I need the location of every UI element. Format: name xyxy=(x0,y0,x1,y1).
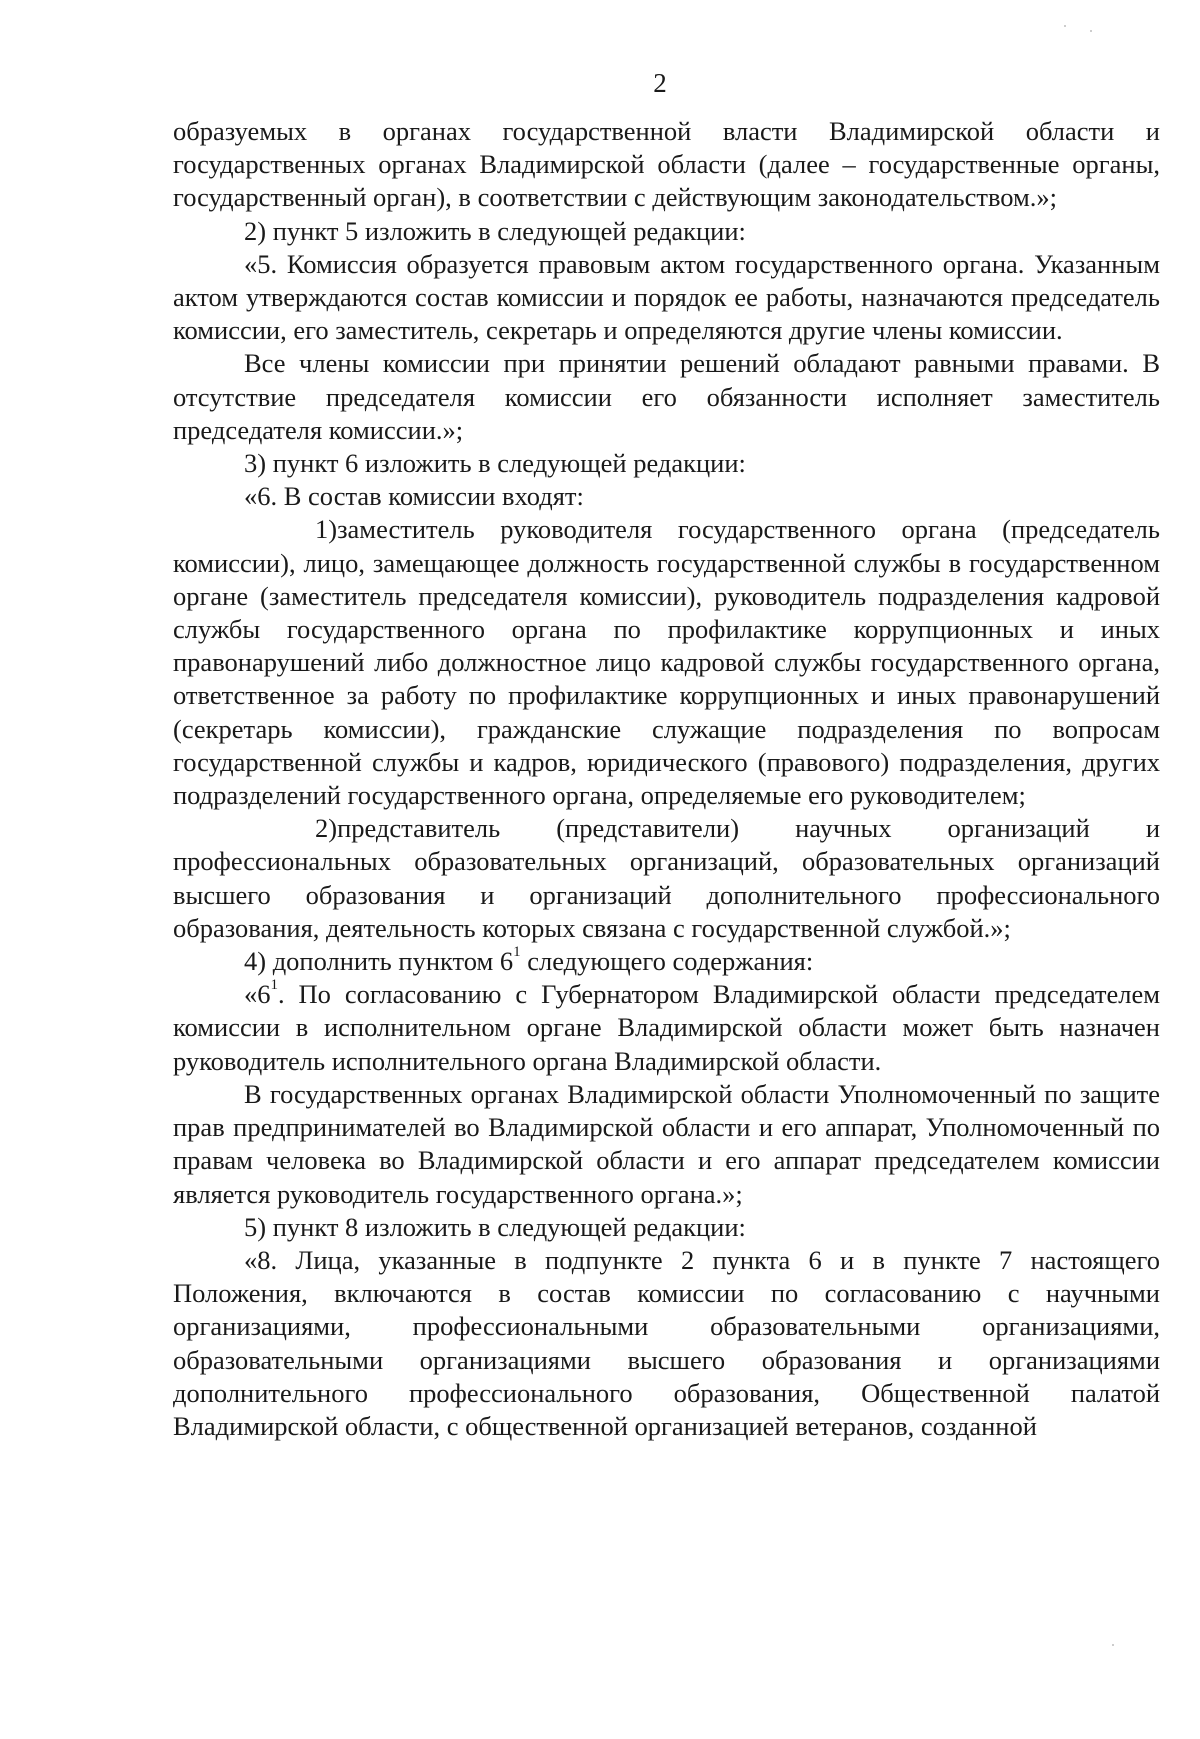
superscript: 1 xyxy=(270,977,278,994)
paragraph-point-8: «8. Лица, указанные в подпункте 2 пункта 6 и в пункте 7 настоящего Положения, включаются в состав комиссии по согласованию с научными организациями, профессиональными образовательными организациями, образовательными организациями высшего образования и организациями дополнительного профессионального образования, Общественной палатой Владимирской области, с общественной организацией ветеранов, созданной xyxy=(173,1244,1160,1441)
point-6-1-start: «6 xyxy=(244,979,271,1010)
scan-speck xyxy=(1090,30,1092,32)
scan-speck xyxy=(1064,25,1066,27)
document-body xyxy=(173,115,1160,1443)
paragraph-point-5: «5. Комиссия образуется правовым актом государственного органа. Указанным актом утверждаются состав комиссии и порядок ее работы, назначаются председатель комиссии, его заместитель, секретарь и определяются другие члены комиссии. xyxy=(173,248,1160,346)
superscript: 1 xyxy=(513,944,521,961)
paragraph-point-6: «6. В состав комиссии входят: xyxy=(244,481,584,512)
item-4-text-start: 4) дополнить пунктом 6 xyxy=(244,946,514,977)
subitem-text: представитель (представители) научных организаций и профессиональных образовательных организаций, образовательных организаций высшего образования и организаций дополнительного профессионального образования, деятельность которых связана с государственной службой.»; xyxy=(173,813,1160,943)
subitem-text: заместитель руководителя государственного органа (председатель комиссии), лицо, замещающее должность государственной службы в государственном органе (заместитель председателя комиссии), руководитель подразделения кадровой службы государственного органа по профилактике коррупционных и иных правонарушений либо должностное лицо кадровой службы государственного органа, ответственное за работу по профилактике коррупционных и иных правонарушений (секретарь комиссии), гражданские служащие подразделения по вопросам государственной службы и кадров, юридического (правового) подразделения, других подразделений государственного органа, определяемые его руководителем; xyxy=(173,514,1160,811)
paragraph-point-6-1 xyxy=(173,978,1160,1078)
item-4-text-end: следующего содержания: xyxy=(520,946,814,977)
scan-speck xyxy=(1112,1644,1114,1646)
paragraph-continuation: образуемых в органах государственной власти Владимирской области и государственных органах Владимирской области (далее – государственные органы, государственный орган), в соответствии с действующим законодательством.»; xyxy=(173,116,1160,213)
paragraph-item-5: 5) пункт 8 изложить в следующей редакции: xyxy=(244,1211,746,1242)
paragraph-item-4 xyxy=(173,945,1160,978)
point-6-1-text: . По согласованию с Губернатором Владимирской области председателем комиссии в исполнительном органе Владимирской области может быть назначен руководитель исполнительного органа Владимирской области. xyxy=(173,979,1160,1076)
paragraph-subitem-1 xyxy=(173,513,1160,812)
paragraph-state-bodies: В государственных органах Владимирской области Уполномоченный по защите прав предпринимателей во Владимирской области и его аппарат, Уполномоченный по правам человека во Владимирской области и его аппарат председателем комиссии является руководитель государственного органа.»; xyxy=(173,1078,1160,1209)
paragraph-item-3: 3) пункт 6 изложить в следующей редакции: xyxy=(244,448,746,479)
paragraph-item-2: 2) пункт 5 изложить в следующей редакции: xyxy=(244,215,746,246)
paragraph-subitem-2 xyxy=(173,812,1160,945)
subitem-number: 1) xyxy=(315,514,338,545)
paragraph-equal-rights: Все члены комиссии при принятии решений обладают равными правами. В отсутствие председателя комиссии его обязанности исполняет заместитель председателя комиссии.»; xyxy=(173,348,1160,445)
subitem-number: 2) xyxy=(315,813,338,844)
page-number: 2 xyxy=(653,68,667,98)
